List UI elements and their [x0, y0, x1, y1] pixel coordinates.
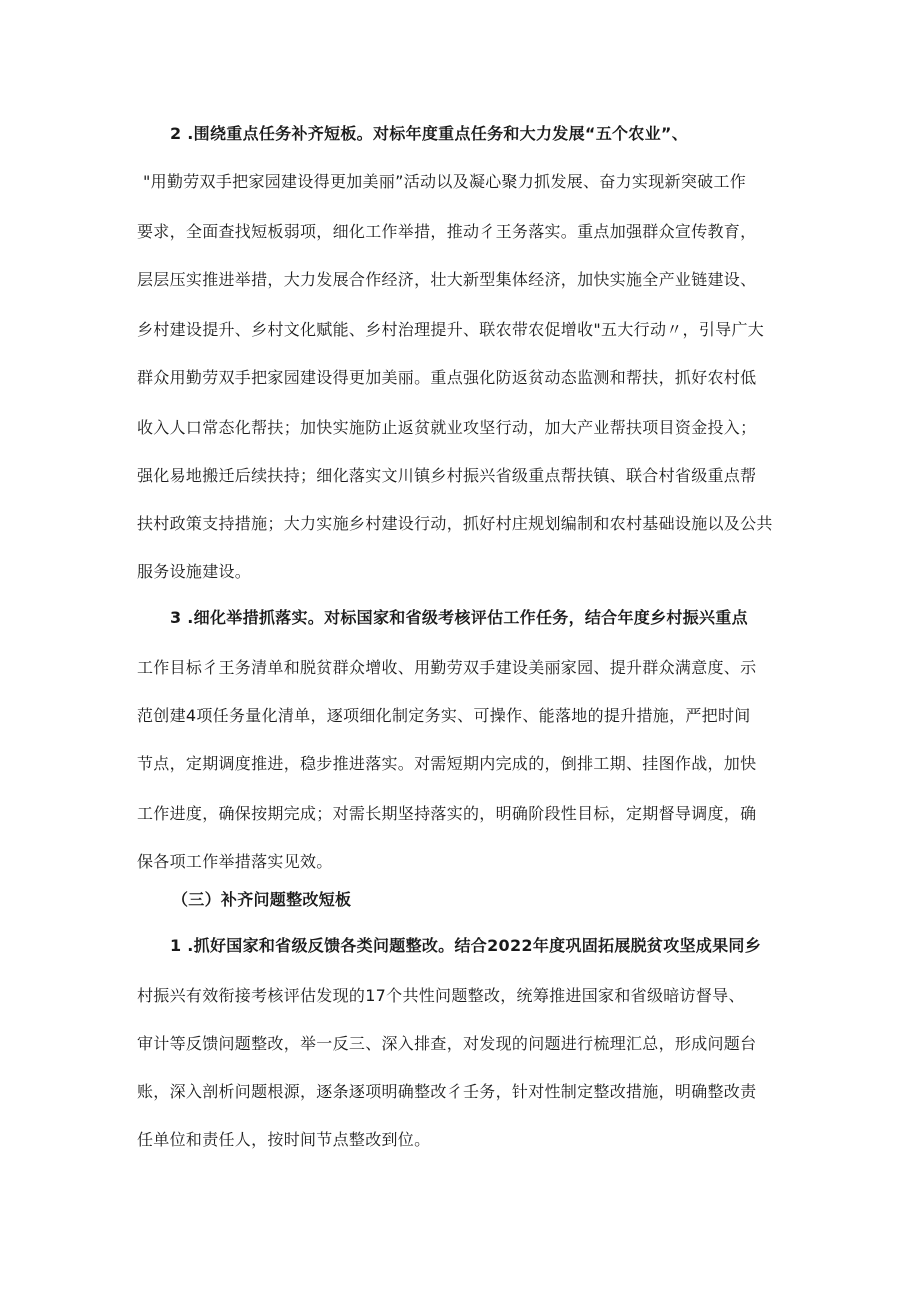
- para2-line-9: 扶村政策支持措施；大力实施乡村建设行动，抓好村庄规划编制和农村基础设施以及公共: [137, 514, 773, 533]
- para3-line-2: 工作目标彳王务清单和脱贫群众增收、用勤劳双手建设美丽家园、提升群众满意度、示: [137, 658, 757, 677]
- para2-line-4: 层层压实推进举措，大力发展合作经济，壮大新型集体经济，加快实施全产业链建设、: [137, 270, 757, 289]
- para2-line-8: 强化易地搬迁后续扶持；细化落实文川镇乡村振兴省级重点帮扶镇、联合村省级重点帮: [137, 466, 757, 485]
- para3-line-1: 3 .细化举措抓落实。对标国家和省级考核评估工作任务，结合年度乡村振兴重点: [170, 608, 748, 627]
- para1-line-3: 审计等反馈问题整改，举一反三、深入排查，对发现的问题进行梳理汇总，形成问题台: [137, 1034, 757, 1053]
- para2-line-10: 服务设施建设。: [137, 562, 252, 581]
- section-heading: （三）补齐问题整改短板: [172, 890, 352, 909]
- para3-line-3: 范创建4项任务量化清单，逐项细化制定务实、可操作、能落地的提升措施，严把时间: [137, 706, 751, 725]
- para1-line-5: 任单位和责任人，按时间节点整改到位。: [137, 1130, 431, 1149]
- para2-line-7: 收入人口常态化帮扶；加快实施防止返贫就业攻坚行动，加大产业帮扶项目资金投入；: [137, 418, 757, 437]
- para2-line-5: 乡村建设提升、乡村文化赋能、乡村治理提升、联农带农促增收"五大行动〃，引导广大: [137, 320, 765, 339]
- para3-line-6: 保各项工作举措落实见效。: [137, 852, 333, 871]
- para2-line-6: 群众用勤劳双手把家园建设得更加美丽。重点强化防返贫动态监测和帮扶，抓好农村低: [137, 368, 757, 387]
- para1-line-2: 村振兴有效衔接考核评估发现的17个共性问题整改，统筹推进国家和省级暗访督导、: [137, 986, 745, 1005]
- para2-line-3: 要求，全面查找短板弱项，细化工作举措，推动彳王务落实。重点加强群众宣传教育，: [137, 222, 757, 241]
- para3-line-5: 工作进度，确保按期完成；对需长期坚持落实的，明确阶段性目标，定期督导调度，确: [137, 804, 757, 823]
- para3-line-4: 节点，定期调度推进，稳步推进落实。对需短期内完成的，倒排工期、挂图作战，加快: [137, 754, 757, 773]
- para2-line-2: "用勤劳双手把家园建设得更加美丽”活动以及凝心聚力抓发展、奋力实现新突破工作: [143, 172, 747, 191]
- para1-line-4: 账，深入剖析问题根源，逐条逐项明确整改彳壬务，针对性制定整改措施，明确整改责: [137, 1082, 757, 1101]
- para2-line-1: 2 .围绕重点任务补齐短板。对标年度重点任务和大力发展“五个农业”、: [170, 124, 689, 143]
- para1-line-1: 1 .抓好国家和省级反馈各类问题整改。结合2022年度巩固拓展脱贫攻坚成果同乡: [170, 936, 762, 955]
